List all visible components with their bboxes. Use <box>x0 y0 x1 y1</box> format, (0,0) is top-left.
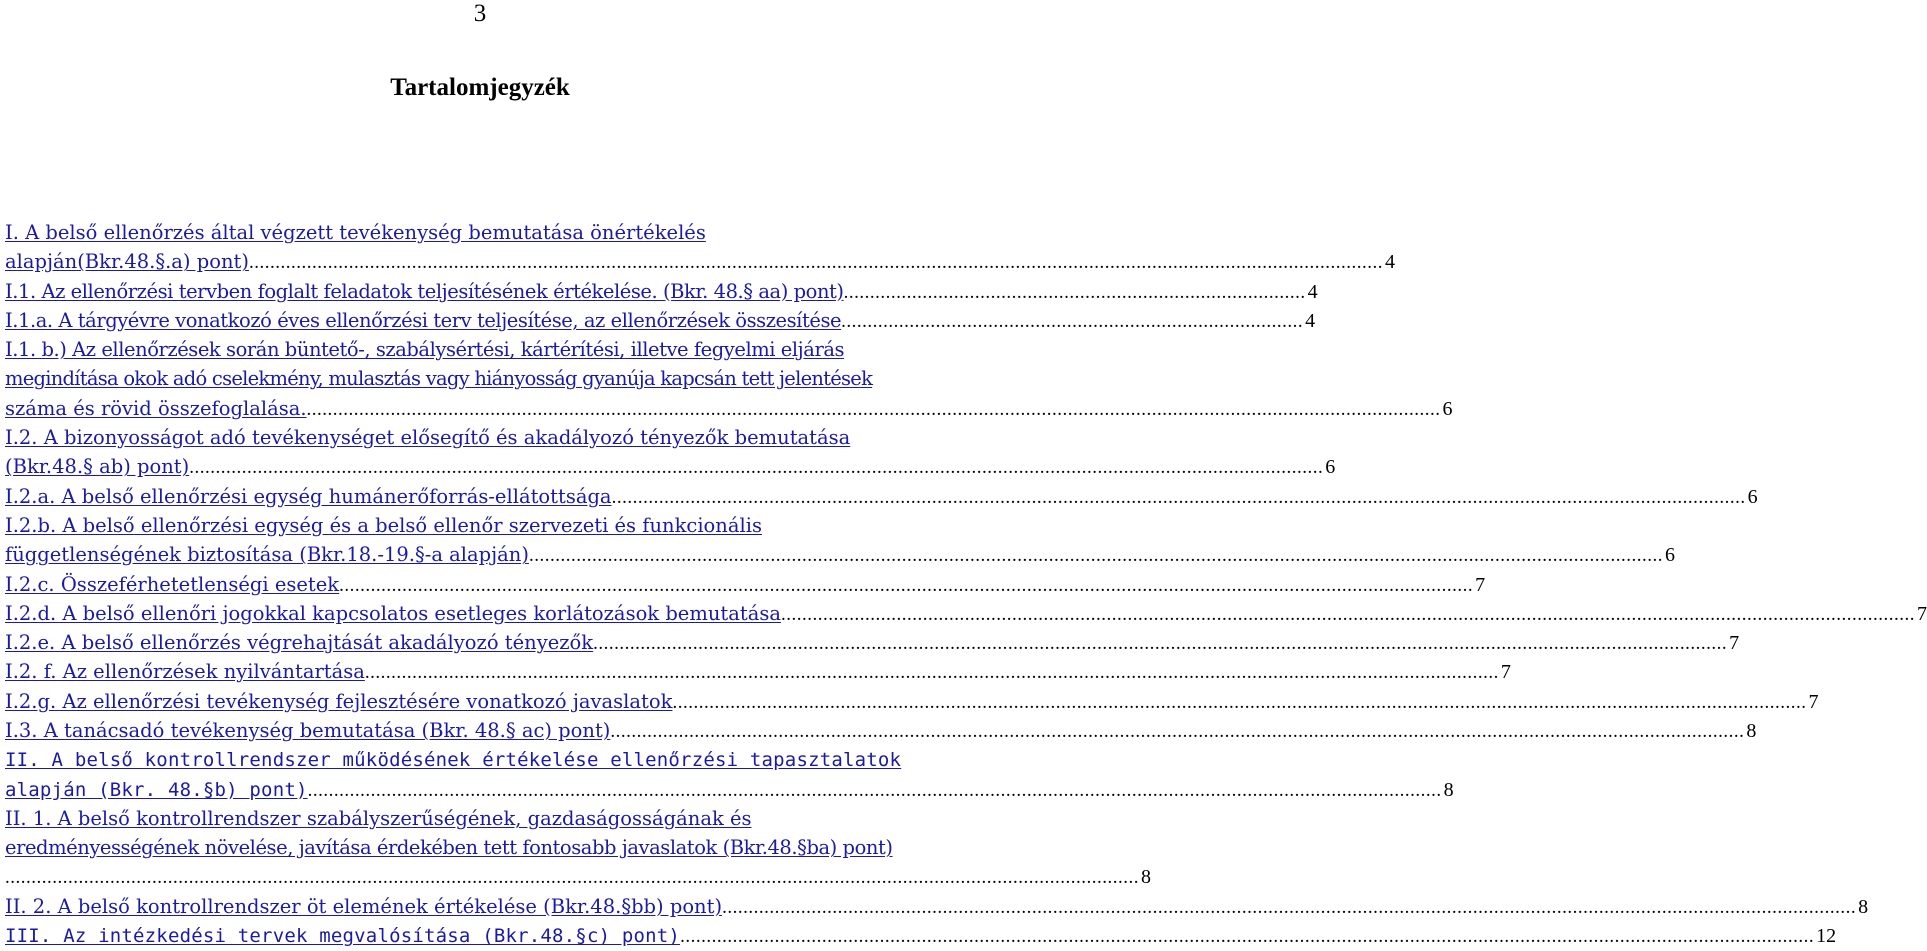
page-ref: 6 <box>1442 397 1453 420</box>
page-title: Tartalomjegyzék <box>390 74 570 101</box>
dot-leader: ........................................................................................................................................................................................................................ <box>611 486 1746 508</box>
page-ref: 8 <box>1141 865 1151 888</box>
dot-leader: ........................................................................................................................................................................................................................ <box>339 574 1474 596</box>
toc-link-II-2[interactable]: II. 2. A belső kontrollrendszer öt elemének értékelése (Bkr.48.§bb) pont) <box>5 894 723 918</box>
toc-entry-line <box>5 833 953 862</box>
toc-link-I-1-b-cont2[interactable]: száma és rövid összefoglalása. <box>5 396 307 420</box>
page-ref: 8 <box>1443 778 1454 801</box>
page-ref: 7 <box>1475 573 1486 596</box>
toc-link-I-3[interactable]: I.3. A tanácsadó tevékenység bemutatása (Bkr. 48.§ ac) pont) <box>5 719 611 743</box>
table-of-contents <box>5 218 1927 950</box>
toc-link-I-1[interactable]: I.1. Az ellenőrzési tervben foglalt feladatok teljesítésének értékelése. (Bkr. 48.§ aa) pont) <box>5 279 844 303</box>
dot-leader: ........................................................................................................................................................................................................................ <box>5 866 1139 888</box>
toc-link-II-1[interactable]: II. 1. A belső kontrollrendszer szabályszerűségének, gazdaságosságának és <box>5 806 752 830</box>
dot-leader: ........................................................................................ <box>841 310 1304 332</box>
page-ref: 7 <box>1808 690 1819 713</box>
toc-entry-line <box>5 452 1336 481</box>
toc-entry-line <box>5 921 1837 950</box>
dot-leader: ........................................................................................................................................................................................................................ <box>722 896 1857 918</box>
toc-entry-line <box>5 511 953 540</box>
toc-entry-line <box>5 863 1151 892</box>
page-ref: 8 <box>1858 895 1869 918</box>
dot-leader: ........................................................................................................................................................................................................................ <box>672 691 1807 713</box>
toc-entry-line <box>5 335 953 364</box>
dot-leader: ........................................................................................................................................................................................................................ <box>307 779 1442 801</box>
page-ref: 4 <box>1307 280 1318 303</box>
toc-entry-line <box>5 306 1316 335</box>
toc-link-I-2-d[interactable]: I.2.d. A belső ellenőri jogokkal kapcsolatos esetleges korlátozások bemutatása <box>5 601 781 625</box>
toc-entry-line <box>5 716 1757 745</box>
toc-link-II-1-cont[interactable]: eredményességének növelése, javítása érdekében tett fontosabb javaslatok (Bkr.48.§ba) pont) <box>5 836 893 860</box>
page-ref: 6 <box>1325 456 1336 479</box>
dot-leader: ........................................................................................ <box>843 281 1306 303</box>
toc-entry-line <box>5 423 953 452</box>
page-ref: 8 <box>1746 720 1757 743</box>
toc-entry-line <box>5 364 953 393</box>
page-ref: 4 <box>1305 309 1316 332</box>
toc-link-II-cont[interactable]: alapján (Bkr. 48.§b) pont) <box>5 778 308 801</box>
toc-entry-line <box>5 628 1740 657</box>
toc-link-I-2-b[interactable]: I.2.b. A belső ellenőrzési egység és a belső ellenőr szervezeti és funkcionális <box>5 513 762 537</box>
toc-link-II[interactable]: II. A belső kontrollrendszer működésének értékelése ellenőrzési tapasztalatok <box>5 749 902 772</box>
dot-leader: ........................................................................................................................................................................................................................ <box>680 926 1815 948</box>
page-ref: 6 <box>1747 485 1758 508</box>
toc-link-I-2-f[interactable]: I.2. f. Az ellenőrzések nyilvántartása <box>5 660 365 684</box>
page-ref: 7 <box>1916 602 1927 625</box>
toc-link-I-2-c[interactable]: I.2.c. Összeférhetetlenségi esetek <box>5 572 340 596</box>
toc-link-I-cont[interactable]: alapján(Bkr.48.§.a) pont) <box>5 250 249 274</box>
page-number: 3 <box>473 0 487 27</box>
toc-link-I-2-g[interactable]: I.2.g. Az ellenőrzési tevékenység fejlesztésére vonatkozó javaslatok <box>5 689 673 713</box>
toc-entry-line <box>5 218 953 247</box>
page-ref: 6 <box>1664 544 1675 567</box>
page-ref: 4 <box>1384 251 1395 274</box>
toc-link-I-2-cont[interactable]: (Bkr.48.§ ab) pont) <box>5 455 190 479</box>
toc-entry-line <box>5 482 1758 511</box>
dot-leader: ........................................................................................................................................................................................................................ <box>306 398 1441 420</box>
toc-entry-line <box>5 745 953 774</box>
toc-link-I[interactable]: I. A belső ellenőrzés által végzett tevékenység bemutatása önértékelés <box>5 221 706 244</box>
dot-leader: ........................................................................................................................................................................................................................ <box>610 721 1745 743</box>
page-ref: 7 <box>1729 632 1740 655</box>
toc-entry-line <box>5 277 1318 306</box>
toc-entry-line <box>5 540 1675 569</box>
toc-link-I-2-a[interactable]: I.2.a. A belső ellenőrzési egység humánerőforrás-ellátottsága <box>5 484 612 508</box>
dot-leader: ........................................................................................................................................................................................................................ <box>593 633 1728 655</box>
toc-entry-line <box>5 804 953 833</box>
toc-link-I-2[interactable]: I.2. A bizonyosságot adó tevékenységet elősegítő és akadályozó tényezők bemutatása <box>5 426 851 450</box>
toc-entry-line <box>5 657 1511 686</box>
dot-leader: ........................................................................................................................................................................................................................ <box>248 252 1383 274</box>
toc-entry-line <box>5 775 1454 804</box>
dot-leader: ........................................................................................................................................................................................................................ <box>189 457 1324 479</box>
toc-entry-line <box>5 687 1819 716</box>
dot-leader: ........................................................................................................................................................................................................................ <box>528 545 1663 567</box>
toc-entry-line <box>5 892 1869 921</box>
toc-link-I-1-b[interactable]: I.1. b.) Az ellenőrzések során büntető-, szabálysértési, kártérítési, illetve fegyelmi eljárás <box>5 338 845 362</box>
toc-entry-line <box>5 599 1927 628</box>
toc-link-I-2-b-cont[interactable]: függetlenségének biztosítása (Bkr.18.-19.§-a alapján) <box>5 543 529 567</box>
toc-link-I-2-e[interactable]: I.2.e. A belső ellenőrzés végrehajtását akadályozó tényezők <box>5 631 594 655</box>
page-ref: 7 <box>1500 661 1511 684</box>
toc-link-I-1-a[interactable]: I.1.a. A tárgyévre vonatkozó éves ellenőrzési terv teljesítése, az ellenőrzések összesítése <box>5 308 842 332</box>
dot-leader: ........................................................................................................................................................................................................................ <box>364 662 1499 684</box>
toc-link-III[interactable]: III. Az intézkedési tervek megvalósítása (Bkr.48.§c) pont) <box>5 925 681 948</box>
page-ref: 12 <box>1816 925 1837 948</box>
dot-leader: ........................................................................................................................................................................................................................ <box>780 603 1915 625</box>
toc-entry-line <box>5 570 1486 599</box>
toc-entry-line <box>5 247 1395 276</box>
toc-link-I-1-b-cont[interactable]: megindítása okok adó cselekmény, mulasztás vagy hiányosság gyanúja kapcsán tett jelentések <box>5 367 873 391</box>
toc-entry-line <box>5 394 1453 423</box>
